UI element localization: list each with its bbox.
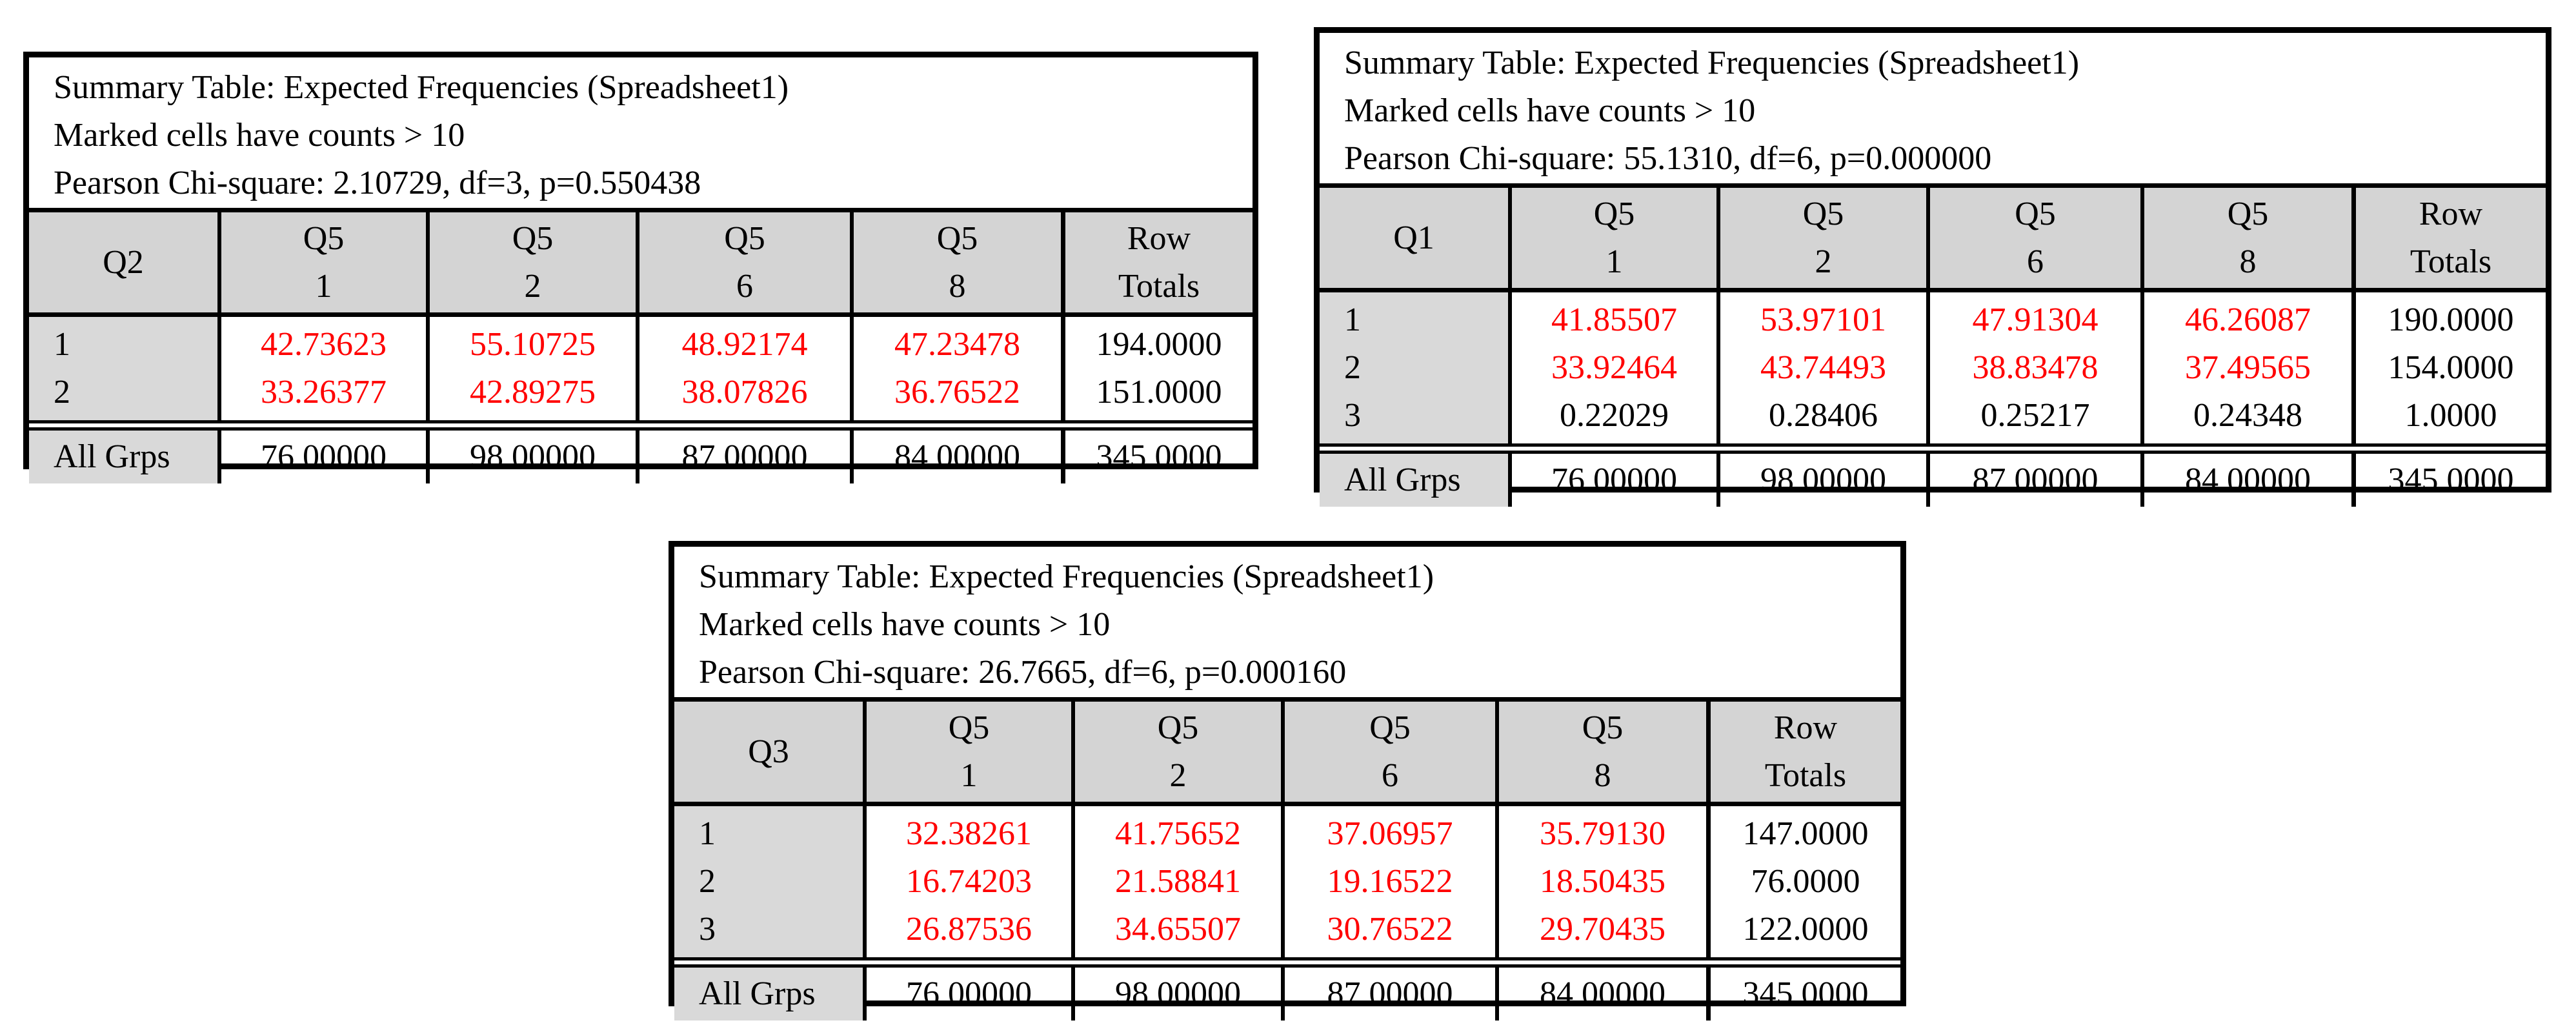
table-body <box>29 317 1253 431</box>
table-cell: 30.76522 <box>1327 911 1453 948</box>
table-cell: 84.00000 <box>2140 454 2351 507</box>
table-body <box>1320 292 2546 454</box>
table-cell: 48.92174 <box>681 326 808 363</box>
all-groups-row <box>1320 454 2546 507</box>
row-variable-header: Q2 <box>103 243 144 281</box>
grand-total: 345.0000 <box>2351 454 2546 507</box>
table-cell: 84.00000 <box>1495 968 1706 1021</box>
summary-table-q1 <box>1314 27 2551 498</box>
table-cell: 98.00000 <box>1071 968 1281 1021</box>
row-variable-header: Q3 <box>748 733 789 770</box>
column-header: Q5 6 <box>1926 188 2140 288</box>
table-cell: 0.22029 <box>1560 397 1669 434</box>
row-total: 122.0000 <box>1742 911 1869 948</box>
table-cell: 38.83478 <box>1972 349 2098 386</box>
row-total: 147.0000 <box>1742 815 1869 852</box>
table-header <box>29 57 1253 212</box>
row-total: 154.0000 <box>2388 349 2514 386</box>
column-header: Q5 6 <box>636 212 850 312</box>
table-cell: 46.26087 <box>2185 301 2311 338</box>
table-cell: 47.91304 <box>1972 301 2098 338</box>
column-header: Q5 2 <box>1071 702 1281 802</box>
table-cell: 55.10725 <box>470 326 596 363</box>
column-headers <box>674 702 1900 806</box>
row-label: 1 <box>54 326 70 363</box>
column-header: Q5 6 <box>1281 702 1495 802</box>
table-cell: 53.97101 <box>1760 301 1886 338</box>
row-label: 1 <box>1344 301 1361 338</box>
row-label: 1 <box>699 815 716 852</box>
table-cell: 0.28406 <box>1769 397 1878 434</box>
row-label: 2 <box>54 374 70 411</box>
all-groups-label: All Grps <box>29 431 217 483</box>
table-cell: 47.23478 <box>894 326 1020 363</box>
row-total: 194.0000 <box>1096 326 1222 363</box>
column-header: Q5 1 <box>217 212 426 312</box>
table-cell: 76.00000 <box>217 431 426 483</box>
table-title: Summary Table: Expected Frequencies (Spreadsheet1) <box>1344 45 2080 81</box>
table-cell: 38.07826 <box>681 374 808 411</box>
table-cell: 21.58841 <box>1115 863 1241 900</box>
row-totals-header: Row Totals <box>1706 702 1900 802</box>
table-cell: 18.50435 <box>1540 863 1665 900</box>
table-cell: 76.00000 <box>863 968 1071 1021</box>
summary-table-q3 <box>669 541 1906 1012</box>
table-header <box>674 547 1900 702</box>
column-headers <box>1320 188 2546 292</box>
all-groups-row <box>674 968 1900 1021</box>
table-cell: 19.16522 <box>1327 863 1453 900</box>
table-cell: 42.73623 <box>261 326 387 363</box>
column-header: Q5 1 <box>863 702 1071 802</box>
table-cell: 33.92464 <box>1551 349 1677 386</box>
table-cell: 41.75652 <box>1115 815 1241 852</box>
summary-table-q2 <box>23 52 1258 475</box>
row-total: 1.0000 <box>2404 397 2497 434</box>
column-header: Q5 2 <box>1716 188 1926 288</box>
table-note: Marked cells have counts > 10 <box>1344 92 1756 129</box>
table-cell: 29.70435 <box>1540 911 1665 948</box>
table-cell: 98.00000 <box>426 431 636 483</box>
table-cell: 43.74493 <box>1760 349 1886 386</box>
row-total: 151.0000 <box>1096 374 1222 411</box>
table-cell: 42.89275 <box>470 374 596 411</box>
table-cell: 0.25217 <box>1980 397 2090 434</box>
table-cell: 0.24348 <box>2193 397 2302 434</box>
chi-square-stat: Pearson Chi-square: 26.7665, df=6, p=0.000160 <box>699 654 1347 691</box>
column-header: Q5 2 <box>426 212 636 312</box>
table-cell: 33.26377 <box>261 374 387 411</box>
row-total: 76.0000 <box>1751 863 1860 900</box>
table-cell: 16.74203 <box>906 863 1032 900</box>
table-cell: 41.85507 <box>1551 301 1677 338</box>
table-cell: 32.38261 <box>906 815 1032 852</box>
all-groups-label: All Grps <box>1320 454 1508 507</box>
table-cell: 26.87536 <box>906 911 1032 948</box>
row-total: 190.0000 <box>2388 301 2514 338</box>
table-note: Marked cells have counts > 10 <box>699 606 1111 643</box>
row-totals-header: Row Totals <box>1061 212 1253 312</box>
table-header <box>1320 33 2546 188</box>
grand-total: 345.0000 <box>1706 968 1900 1021</box>
table-cell: 76.00000 <box>1508 454 1716 507</box>
row-label: 2 <box>699 863 716 900</box>
table-cell: 36.76522 <box>894 374 1020 411</box>
table-cell: 84.00000 <box>850 431 1061 483</box>
table-title: Summary Table: Expected Frequencies (Spreadsheet1) <box>699 558 1434 595</box>
table-cell: 34.65507 <box>1115 911 1241 948</box>
chi-square-stat: Pearson Chi-square: 55.1310, df=6, p=0.000000 <box>1344 140 1992 177</box>
column-header: Q5 8 <box>2140 188 2351 288</box>
table-cell: 98.00000 <box>1716 454 1926 507</box>
row-label: 3 <box>1344 397 1361 434</box>
column-headers <box>29 212 1253 317</box>
all-groups-row <box>29 431 1253 483</box>
row-totals-header: Row Totals <box>2351 188 2546 288</box>
column-header: Q5 8 <box>850 212 1061 312</box>
all-groups-label: All Grps <box>674 968 863 1021</box>
table-title: Summary Table: Expected Frequencies (Spreadsheet1) <box>54 69 789 106</box>
row-label: 3 <box>699 911 716 948</box>
table-cell: 37.06957 <box>1327 815 1453 852</box>
column-header: Q5 1 <box>1508 188 1716 288</box>
table-note: Marked cells have counts > 10 <box>54 117 465 154</box>
table-cell: 87.00000 <box>1926 454 2140 507</box>
row-label: 2 <box>1344 349 1361 386</box>
table-cell: 87.00000 <box>636 431 850 483</box>
row-variable-header: Q1 <box>1393 219 1434 256</box>
grand-total: 345.0000 <box>1061 431 1253 483</box>
table-cell: 87.00000 <box>1281 968 1495 1021</box>
column-header: Q5 8 <box>1495 702 1706 802</box>
table-cell: 37.49565 <box>2185 349 2311 386</box>
table-cell: 35.79130 <box>1540 815 1665 852</box>
table-body <box>674 806 1900 968</box>
chi-square-stat: Pearson Chi-square: 2.10729, df=3, p=0.550438 <box>54 165 701 201</box>
